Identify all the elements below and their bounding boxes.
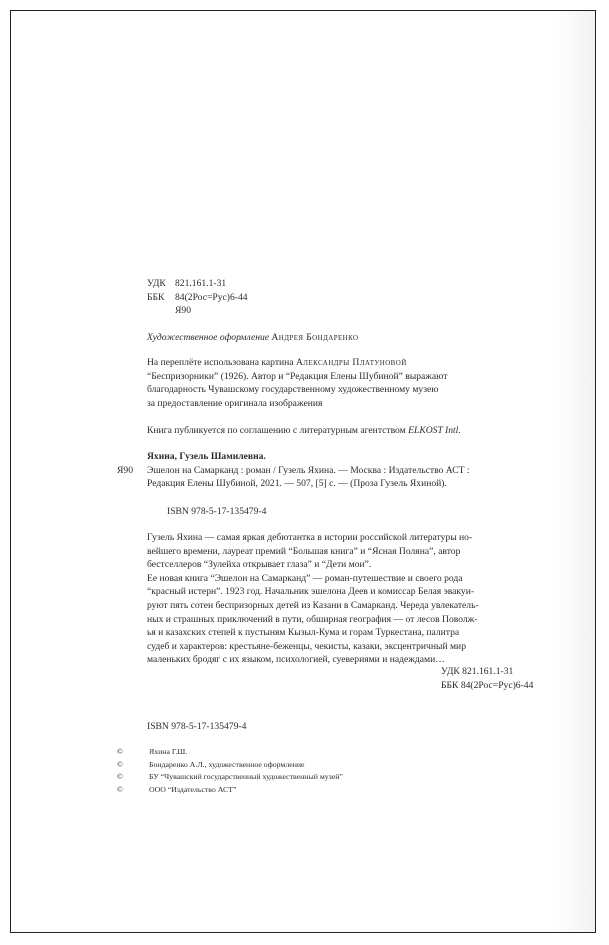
copyright-symbol: © — [117, 747, 123, 756]
udk-label: УДК — [147, 278, 166, 289]
catalog-record — [147, 450, 470, 491]
author-mark-margin: Я90 — [117, 465, 133, 476]
annotation-line: вейшего времени, лауреат премий “Большая книга” и “Ясная Поляна”, автор — [147, 545, 461, 557]
copyright-holder: БУ “Чувашский государственный художественный музей” — [149, 772, 343, 782]
cover-art-line3: благодарность Чувашскому государственному художественному музею — [147, 384, 439, 396]
annotation-line: судеб и характеров: крестьяне-беженцы, чекисты, казаки, эксцентричный мир — [147, 640, 466, 652]
agency-note — [147, 424, 461, 438]
copyright-row — [117, 784, 343, 797]
catalog-line2: Редакция Елены Шубиной, 2021. — 507, [5] с. — (Проза Гузель Яхиной). — [147, 478, 447, 490]
catalog-line1: Эшелон на Самарканд : роман / Гузель Яхина. — Москва : Издательство АСТ : — [147, 464, 470, 476]
author-mark: Я90 — [175, 305, 191, 317]
artist-name: Александры Платуновой — [295, 357, 407, 368]
annotation-line: бестселлеров “Зулейха открывает глаза” и “Дети мои”. — [147, 559, 372, 571]
annotation-line: ья и казахских степей к пустыням Кызыл-Кума и горам Туркестана, палитра — [147, 627, 460, 639]
copyright-row — [117, 746, 343, 759]
catalog-heading: Яхина, Гузель Шамилевна. — [147, 451, 266, 462]
agency-text: Книга публикуется по соглашению с литературным агентством — [147, 425, 409, 436]
copyright-symbol: © — [117, 759, 123, 769]
udk-line — [147, 277, 248, 291]
bottom-classification — [441, 665, 533, 692]
cover-art-line4: за предоставление оригинала изображения — [147, 397, 323, 409]
bbk-value: 84(2Рос=Рус)6-44 — [175, 291, 248, 303]
classification-block — [147, 277, 248, 318]
copyright-symbol: © — [117, 784, 123, 794]
annotation-line: маленьких бродяг с их языком, психологией, суевериями и надеждами… — [147, 654, 445, 666]
annotation-line: Ее новая книга “Эшелон на Самарканд” — роман-путешествие и своего рода — [147, 572, 463, 584]
agency-name: ELKOST Intl. — [408, 425, 461, 436]
author-mark-line — [147, 304, 248, 318]
annotation-line: “красный истерн”. 1923 год. Начальник эшелона Деев и комиссар Белая эвакуи- — [147, 586, 475, 598]
copyright-holder: Яхина Г.Ш. — [149, 747, 188, 756]
cover-art-line2: “Беспризорники” (1926). Автор и “Редакция Елены Шубиной” выражают — [147, 370, 448, 382]
cover-art-note — [147, 356, 447, 410]
designer-name: Андрея Бондаренко — [271, 332, 359, 343]
annotation — [147, 531, 479, 667]
copyright-row — [117, 759, 343, 772]
annotation-line: Гузель Яхина — самая яркая дебютантка в истории российской литературы но- — [147, 532, 473, 543]
cover-art-line1-text: На переплёте использована картина — [147, 357, 296, 368]
bottom-bbk: ББК 84(2Рос=Рус)6-44 — [441, 679, 534, 691]
copyright-symbol: © — [117, 772, 123, 782]
copyright-holder: ООО “Издательство АСТ” — [149, 784, 237, 794]
bbk-label: ББК — [147, 291, 165, 303]
bbk-line — [147, 291, 248, 305]
annotation-line: ных и страшных приключений в пути, обширная география — от лесов Поволж- — [147, 613, 478, 625]
imprint-page — [10, 10, 596, 933]
isbn-bottom: ISBN 978-5-17-135479-4 — [147, 721, 247, 732]
annotation-line: руют пять сотен беспризорных детей из Казани в Самарканд. Череда увлекатель- — [147, 599, 479, 611]
udk-value: 821.161.1-31 — [175, 278, 227, 289]
copyright-holder: Бондаренко А.Л., художественное оформление — [149, 759, 305, 769]
copyright-list — [117, 746, 343, 796]
design-credit — [147, 331, 358, 345]
bottom-udk: УДК 821.161.1-31 — [441, 666, 514, 677]
catalog-isbn: ISBN 978-5-17-135479-4 — [167, 506, 267, 517]
copyright-row — [117, 771, 343, 784]
design-role: Художественное оформление — [147, 332, 270, 343]
